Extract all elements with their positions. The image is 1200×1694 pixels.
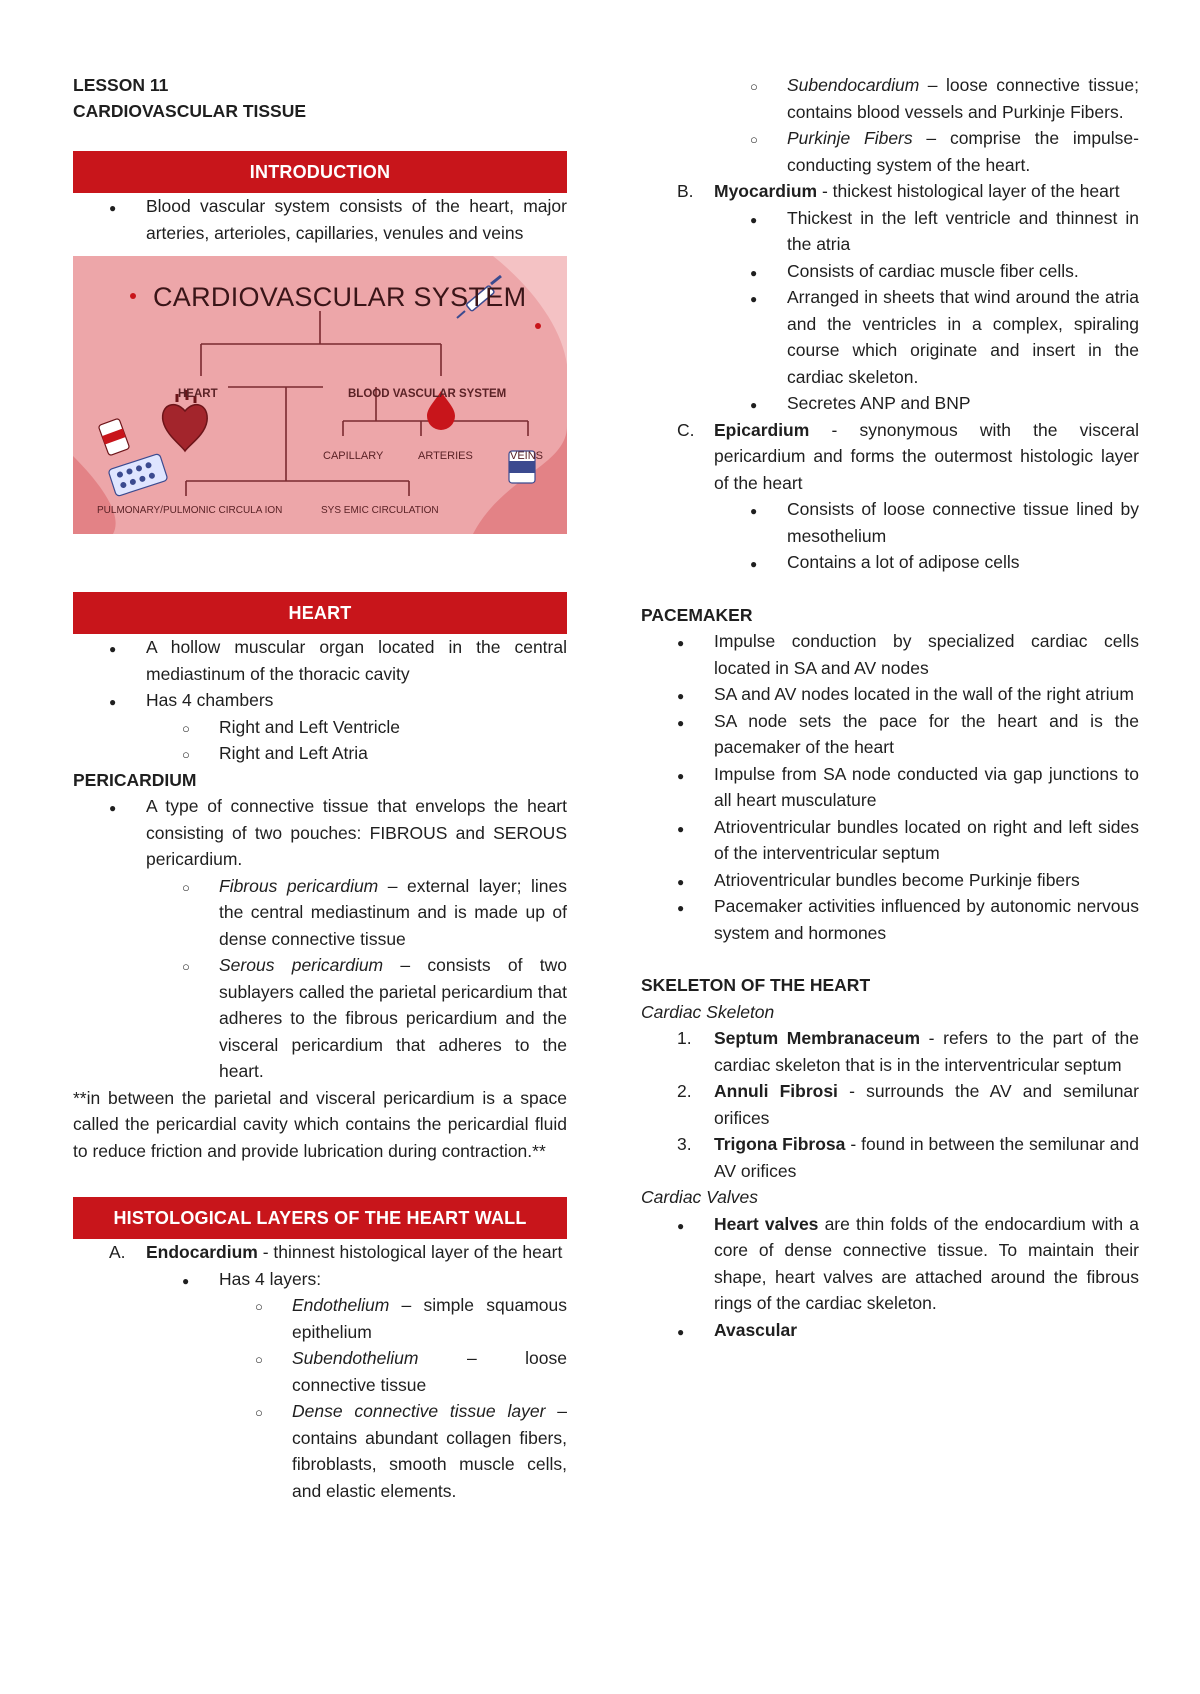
bullet-icon [677, 814, 684, 843]
circle-bullet-icon [255, 1292, 263, 1321]
list-marker: A. [109, 1242, 126, 1262]
histological-layers-list [73, 1239, 567, 1504]
figure-label-arteries: ARTERIES [418, 450, 473, 462]
list-marker: 3. [677, 1134, 692, 1154]
pericardial-cavity-note: **in between the parietal and visceral pericardium is a space called the pericardial cavity which contains the pericardial fluid to reduce friction and provide lubrication during contraction.** [73, 1087, 567, 1161]
list-item: ● SA and AV nodes located in the wall of the right atrium [641, 681, 1139, 708]
histological-layers-list-continued [641, 178, 1139, 576]
pacemaker-list [641, 628, 1139, 946]
medicine-bottle-icon [98, 418, 130, 456]
pericardium-list [73, 793, 567, 1085]
list-item: ● Contains a lot of adipose cells [714, 549, 1139, 576]
heart-banner: HEART [73, 592, 567, 634]
list-item: 3. Trigona Fibrosa - found in between the semilunar and AV orifices [641, 1131, 1139, 1184]
pill-pack-icon [108, 453, 168, 496]
bullet-icon [109, 793, 116, 822]
list-item: ○ Subendocardium – loose connective tissue; contains blood vessels and Purkinje Fibers. [714, 72, 1139, 125]
circle-bullet-icon [750, 72, 758, 101]
bullet-icon [677, 761, 684, 790]
cardiac-skeleton-list [641, 1025, 1139, 1184]
circle-bullet-icon [182, 740, 190, 769]
lesson-number: LESSON 11 [73, 75, 169, 95]
pericardium-heading: PERICARDIUM [73, 769, 197, 790]
bullet-icon [677, 1211, 684, 1240]
bullet-icon [750, 496, 757, 525]
figure-label-blood-vascular-system: BLOOD VASCULAR SYSTEM [348, 388, 507, 400]
figure-label-capillary: CAPILLARY [323, 450, 384, 462]
circle-bullet-icon [255, 1398, 263, 1427]
list-item: ○ Endothelium – simple squamous epithelium [219, 1292, 567, 1345]
list-marker: C. [677, 419, 695, 440]
list-marker: B. [677, 181, 694, 201]
circle-bullet-icon [750, 125, 758, 154]
cardiovascular-system-figure [73, 256, 567, 534]
circle-bullet-icon [255, 1345, 263, 1374]
bullet-icon [109, 634, 116, 663]
bullet-icon [182, 1266, 189, 1295]
list-item: ● A hollow muscular organ located in the central mediastinum of the thoracic cavity [73, 634, 567, 687]
figure-label-heart: HEART [178, 388, 218, 400]
right-column [641, 72, 1139, 1343]
list-item: ○ Dense connective tissue layer – contains abundant collagen fibers, fibroblasts, smooth muscle cells, and elastic elements. [219, 1398, 567, 1504]
list-item: ● Consists of loose connective tissue lined by mesothelium [714, 496, 1139, 549]
circle-bullet-icon [182, 873, 190, 902]
pacemaker-heading: PACEMAKER [641, 604, 753, 625]
list-item: ○ Right and Left Ventricle [146, 714, 567, 741]
introduction-banner: INTRODUCTION [73, 151, 567, 193]
list-item: ● Impulse conduction by specialized cardiac cells located in SA and AV nodes [641, 628, 1139, 681]
list-item: ● A type of connective tissue that envelops the heart consisting of two pouches: FIBROUS and SEROUS pericardium. [73, 793, 567, 873]
circle-bullet-icon [182, 952, 190, 981]
bullet-icon [677, 681, 684, 710]
bullet-icon [750, 549, 757, 578]
list-item: ● Heart valves are thin folds of the endocardium with a core of dense connective tissue. To maintain their shape, heart valves are attached around the fibrous rings of the cardiac skeleton. [641, 1211, 1139, 1317]
list-item: ● Has 4 layers: [146, 1266, 567, 1293]
list-item: 2. Annuli Fibrosi - surrounds the AV and semilunar orifices [641, 1078, 1139, 1131]
cardiac-skeleton-subheading: Cardiac Skeleton [641, 1001, 775, 1022]
list-item: ○ Purkinje Fibers – comprise the impulse-conducting system of the heart. [714, 125, 1139, 178]
list-item: ● Secretes ANP and BNP [714, 390, 1139, 417]
figure-label-systemic: SYS EMIC CIRCULATION [321, 505, 439, 516]
list-item: ○ Fibrous pericardium – external layer; lines the central mediastinum and is made up of dense connective tissue [146, 873, 567, 953]
cardiac-valves-subheading: Cardiac Valves [641, 1187, 759, 1207]
list-marker: 1. [677, 1028, 692, 1048]
introduction-list [73, 193, 567, 246]
list-item: A. Endocardium - thinnest histological layer of the heart [73, 1239, 567, 1266]
list-item: 1. Septum Membranaceum - refers to the part of the cardiac skeleton that is in the interventricular septum [641, 1025, 1139, 1078]
bullet-icon [677, 867, 684, 896]
figure-label-pulmonary: PULMONARY/PULMONIC CIRCULA ION [97, 505, 283, 516]
bullet-icon [677, 708, 684, 737]
list-item: ● Has 4 chambers [73, 687, 567, 714]
bullet-icon [677, 1317, 684, 1346]
list-item: ● Blood vascular system consists of the heart, major arteries, arterioles, capillaries, venules and veins [73, 193, 567, 246]
list-item: ● Atrioventricular bundles become Purkinje fibers [641, 867, 1139, 894]
left-column [73, 72, 567, 1504]
list-item: ● SA node sets the pace for the heart and is the pacemaker of the heart [641, 708, 1139, 761]
skeleton-heading: SKELETON OF THE HEART [641, 975, 871, 995]
list-item: ● Arranged in sheets that wind around the atria and the ventricles in a complex, spiraling course which originate and insert in the cardiac skeleton. [714, 284, 1139, 390]
list-item: ● Atrioventricular bundles located on right and left sides of the interventricular septum [641, 814, 1139, 867]
list-item: B. Myocardium - thickest histological layer of the heart [641, 178, 1139, 205]
list-marker: 2. [677, 1081, 692, 1101]
bullet-icon [109, 193, 116, 222]
figure-label-veins: VEINS [510, 450, 544, 462]
list-item: ○ Serous pericardium – consists of two sublayers called the parietal pericardium that adheres to the fibrous pericardium and the visceral pericardium that adheres to the heart. [146, 952, 567, 1085]
bullet-icon [750, 284, 757, 313]
list-item: ● Impulse from SA node conducted via gap junctions to all heart musculature [641, 761, 1139, 814]
list-item: ● Thickest in the left ventricle and thinnest in the atria [714, 205, 1139, 258]
list-item: ○ Subendothelium – loose connective tissue [219, 1345, 567, 1398]
list-item: ● Consists of cardiac muscle fiber cells. [714, 258, 1139, 285]
list-item: ● Avascular [641, 1317, 1139, 1344]
list-item: ● Pacemaker activities influenced by autonomic nervous system and hormones [641, 893, 1139, 946]
circle-bullet-icon [182, 714, 190, 743]
list-item: C. Epicardium - synonymous with the visceral pericardium and forms the outermost histologic layer of the heart [641, 417, 1139, 497]
lesson-title: CARDIOVASCULAR TISSUE [73, 101, 307, 121]
list-item: ○ Right and Left Atria [146, 740, 567, 767]
histological-layers-banner: HISTOLOGICAL LAYERS OF THE HEART WALL [73, 1197, 567, 1239]
bullet-icon [109, 687, 116, 716]
bullet-icon [677, 628, 684, 657]
cardiac-valves-list [641, 1211, 1139, 1344]
figure-title: CARDIOVASCULAR SYSTEM [153, 282, 527, 312]
bullet-icon [677, 893, 684, 922]
bullet-icon [750, 258, 757, 287]
bullet-icon [750, 205, 757, 234]
heart-list [73, 634, 567, 767]
endocardium-layers-continued [641, 72, 1139, 178]
bullet-icon [750, 390, 757, 419]
